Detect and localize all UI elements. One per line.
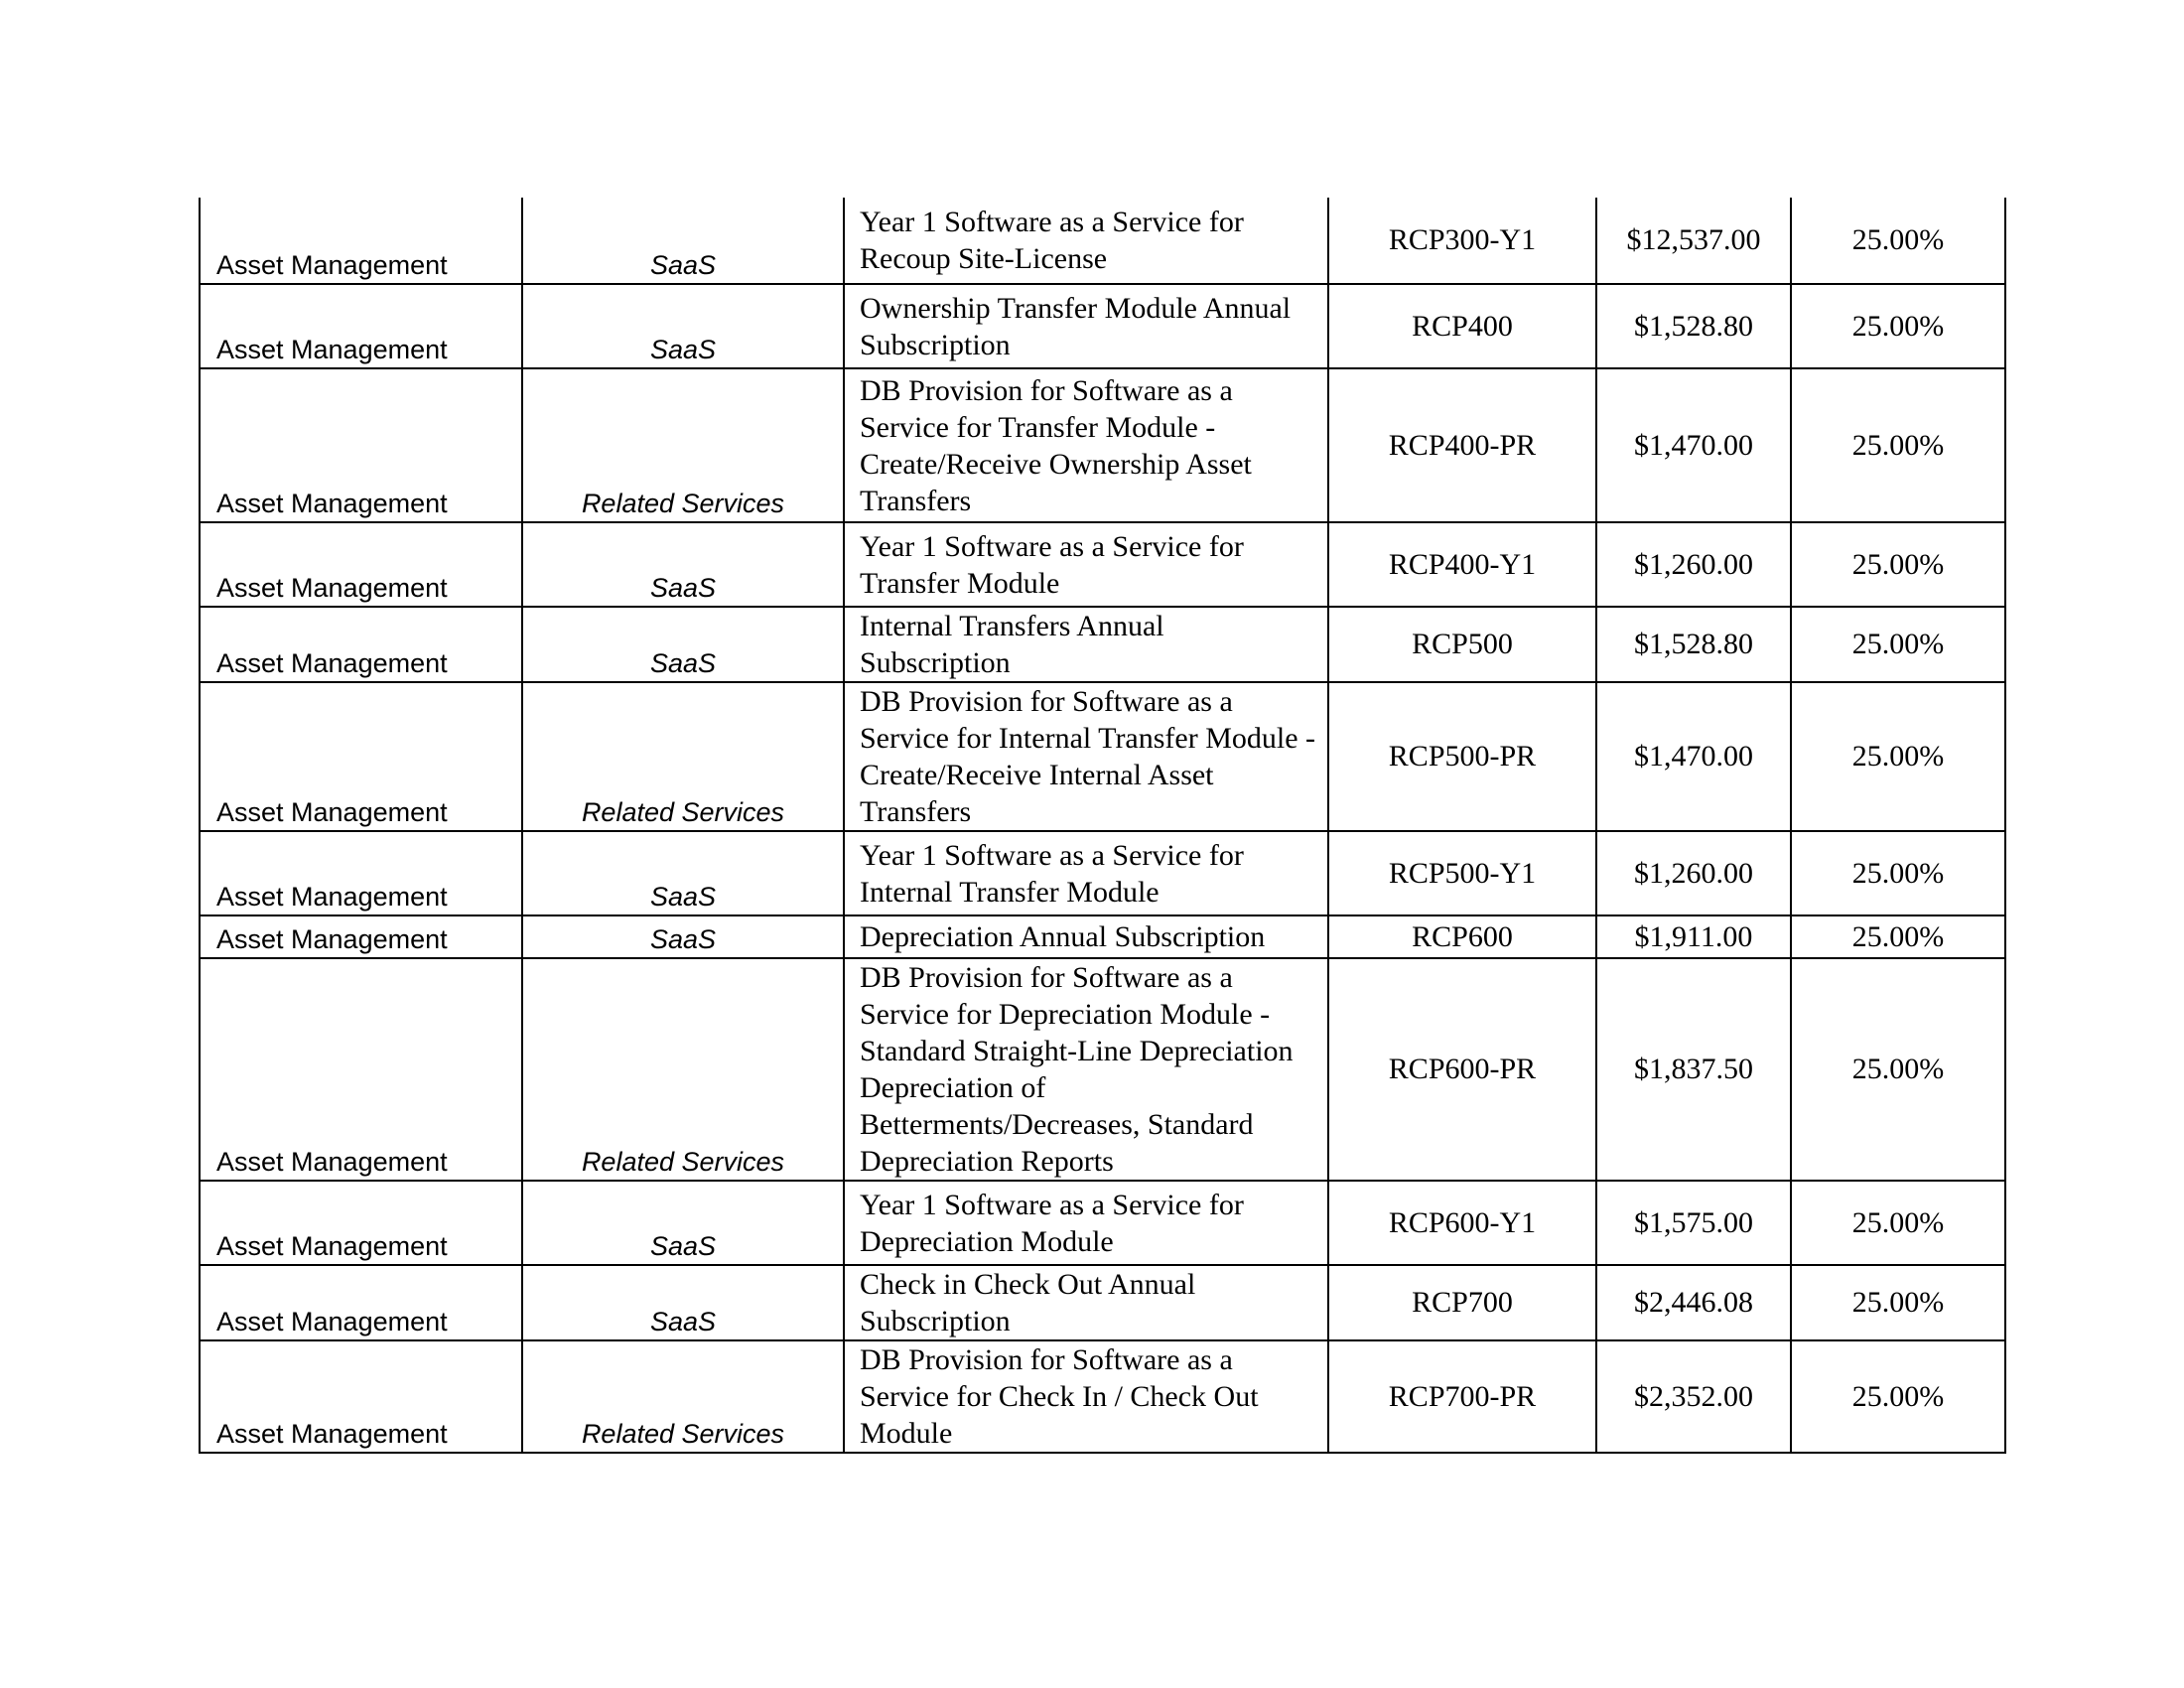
table-row — [200, 958, 2005, 1181]
table-row — [200, 284, 2005, 368]
product-code-cell: RCP500-PR — [1328, 682, 1596, 831]
category-cell: Asset Management — [200, 1340, 522, 1453]
service-type-cell: SaaS — [522, 607, 844, 682]
product-code-cell: RCP600-PR — [1328, 958, 1596, 1181]
description-cell: DB Provision for Software as a Service for Depreciation Module - Standard Straight-Line Depreciation Depreciation of Betterments/Decreases, Standard Depreciation Reports — [844, 958, 1328, 1181]
table-row — [200, 1181, 2005, 1265]
category-cell: Asset Management — [200, 1181, 522, 1265]
product-code-cell: RCP300-Y1 — [1328, 198, 1596, 284]
table-row — [200, 607, 2005, 682]
category-cell: Asset Management — [200, 198, 522, 284]
price-cell: $1,260.00 — [1596, 522, 1791, 607]
description-cell: Year 1 Software as a Service for Depreciation Module — [844, 1181, 1328, 1265]
product-code-cell: RCP400-Y1 — [1328, 522, 1596, 607]
discount-cell: 25.00% — [1791, 831, 2005, 915]
product-code-cell: RCP700-PR — [1328, 1340, 1596, 1453]
price-cell: $1,470.00 — [1596, 682, 1791, 831]
description-cell: Year 1 Software as a Service for Internal Transfer Module — [844, 831, 1328, 915]
table-row — [200, 522, 2005, 607]
discount-cell: 25.00% — [1791, 682, 2005, 831]
category-cell: Asset Management — [200, 522, 522, 607]
service-type-cell: SaaS — [522, 831, 844, 915]
price-table — [199, 198, 2006, 1454]
service-type-cell: Related Services — [522, 958, 844, 1181]
discount-cell: 25.00% — [1791, 915, 2005, 958]
product-code-cell: RCP600 — [1328, 915, 1596, 958]
service-type-cell: Related Services — [522, 368, 844, 522]
category-cell: Asset Management — [200, 368, 522, 522]
category-cell: Asset Management — [200, 958, 522, 1181]
service-type-cell: SaaS — [522, 522, 844, 607]
price-cell: $2,446.08 — [1596, 1265, 1791, 1340]
description-cell: Check in Check Out Annual Subscription — [844, 1265, 1328, 1340]
price-cell: $12,537.00 — [1596, 198, 1791, 284]
service-type-cell: Related Services — [522, 1340, 844, 1453]
description-cell: Year 1 Software as a Service for Recoup Site-License — [844, 198, 1328, 284]
product-code-cell: RCP600-Y1 — [1328, 1181, 1596, 1265]
description-cell: DB Provision for Software as a Service for Transfer Module - Create/Receive Ownership Asset Transfers — [844, 368, 1328, 522]
discount-cell: 25.00% — [1791, 522, 2005, 607]
table-row — [200, 198, 2005, 284]
category-cell: Asset Management — [200, 284, 522, 368]
service-type-cell: SaaS — [522, 284, 844, 368]
price-cell: $1,575.00 — [1596, 1181, 1791, 1265]
product-code-cell: RCP500-Y1 — [1328, 831, 1596, 915]
table-row — [200, 1340, 2005, 1453]
category-cell: Asset Management — [200, 831, 522, 915]
table-row — [200, 831, 2005, 915]
table-row — [200, 682, 2005, 831]
discount-cell: 25.00% — [1791, 1265, 2005, 1340]
product-code-cell: RCP400-PR — [1328, 368, 1596, 522]
category-cell: Asset Management — [200, 915, 522, 958]
price-cell: $1,911.00 — [1596, 915, 1791, 958]
price-cell: $1,837.50 — [1596, 958, 1791, 1181]
service-type-cell: SaaS — [522, 915, 844, 958]
discount-cell: 25.00% — [1791, 1340, 2005, 1453]
service-type-cell: Related Services — [522, 682, 844, 831]
description-cell: Internal Transfers Annual Subscription — [844, 607, 1328, 682]
discount-cell: 25.00% — [1791, 368, 2005, 522]
table-row — [200, 1265, 2005, 1340]
description-cell: DB Provision for Software as a Service for Internal Transfer Module - Create/Receive Internal Asset Transfers — [844, 682, 1328, 831]
price-cell: $1,470.00 — [1596, 368, 1791, 522]
discount-cell: 25.00% — [1791, 607, 2005, 682]
discount-cell: 25.00% — [1791, 198, 2005, 284]
discount-cell: 25.00% — [1791, 284, 2005, 368]
product-code-cell: RCP700 — [1328, 1265, 1596, 1340]
service-type-cell: SaaS — [522, 1181, 844, 1265]
price-cell: $1,260.00 — [1596, 831, 1791, 915]
product-code-cell: RCP500 — [1328, 607, 1596, 682]
category-cell: Asset Management — [200, 607, 522, 682]
service-type-cell: SaaS — [522, 198, 844, 284]
table-row — [200, 915, 2005, 958]
description-cell: DB Provision for Software as a Service for Check In / Check Out Module — [844, 1340, 1328, 1453]
price-cell: $1,528.80 — [1596, 607, 1791, 682]
category-cell: Asset Management — [200, 1265, 522, 1340]
description-cell: Depreciation Annual Subscription — [844, 915, 1328, 958]
service-type-cell: SaaS — [522, 1265, 844, 1340]
category-cell: Asset Management — [200, 682, 522, 831]
discount-cell: 25.00% — [1791, 958, 2005, 1181]
discount-cell: 25.00% — [1791, 1181, 2005, 1265]
table-row — [200, 368, 2005, 522]
description-cell: Year 1 Software as a Service for Transfer Module — [844, 522, 1328, 607]
price-cell: $2,352.00 — [1596, 1340, 1791, 1453]
product-code-cell: RCP400 — [1328, 284, 1596, 368]
description-cell: Ownership Transfer Module Annual Subscription — [844, 284, 1328, 368]
price-cell: $1,528.80 — [1596, 284, 1791, 368]
